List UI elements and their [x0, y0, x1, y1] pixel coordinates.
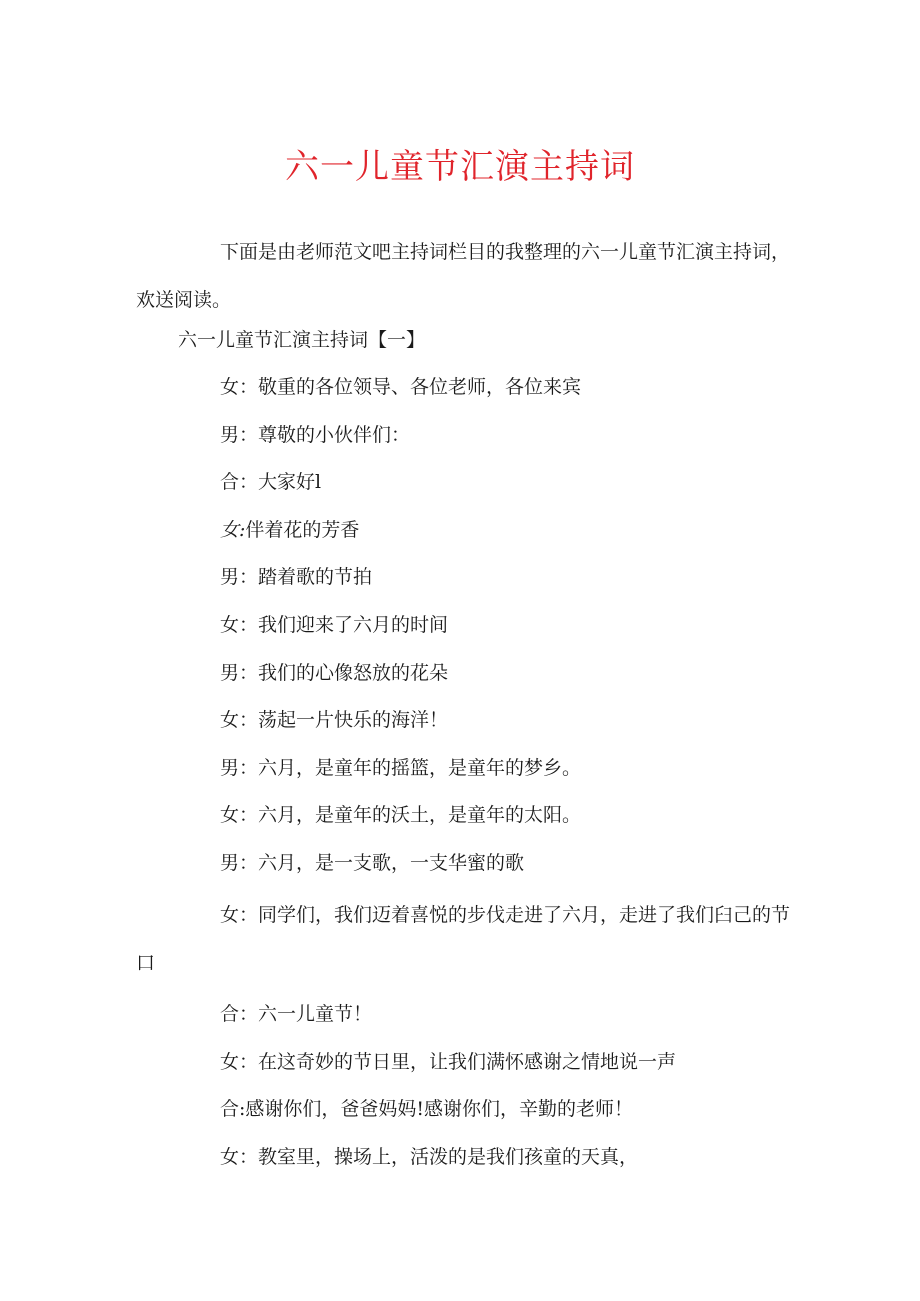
dialogue-text: 荡起一片快乐的海洋！	[258, 709, 449, 732]
dialogue-text: 教室里，操场上，活泼的是我们孩童的天真，	[258, 1145, 639, 1168]
speaker-label: 女：	[220, 903, 259, 926]
dialogue-text: 六月，是童年的摇篮，是童年的梦乡。	[258, 756, 582, 779]
dialogue-line	[136, 462, 796, 502]
dialogue-text: 踏着歌的节拍	[258, 566, 373, 589]
dialogue-line	[136, 748, 796, 788]
speaker-label: 女：	[220, 804, 259, 827]
speaker-label: 男：	[220, 661, 259, 684]
dialogue-line	[136, 1137, 796, 1177]
speaker-label: 女：	[220, 613, 259, 636]
dialogue-text: 六月，是童年的沃土，是童年的太阳。	[258, 804, 582, 827]
dialogue-line	[136, 1089, 796, 1129]
dialogue-text: 我们的心像怒放的花朵	[258, 661, 449, 684]
dialogue-text: 我们迎来了六月的时间	[258, 613, 449, 636]
dialogue-text: 大家好l	[258, 471, 322, 494]
intro-paragraph: 下面是由老师范文吧主持词栏目的我整理的六一儿童节汇演主持词，欢送阅读。	[136, 241, 791, 311]
dialogue-list	[136, 367, 796, 1185]
speaker-label: 女：	[220, 709, 259, 732]
speaker-label: 男：	[220, 566, 259, 589]
dialogue-text: 六月，是一支歌，一支华蜜的歌	[258, 851, 525, 874]
dialogue-line	[136, 1042, 796, 1082]
speaker-label: 男：	[220, 851, 259, 874]
dialogue-line	[136, 415, 796, 455]
dialogue-line	[136, 994, 796, 1034]
dialogue-text: 尊敬的小伙伴们：	[258, 423, 411, 446]
speaker-label: 女：	[220, 376, 259, 398]
speaker-label: 女：	[220, 1050, 259, 1073]
dialogue-line	[136, 367, 796, 407]
document-title: 六一儿童节汇演主持词	[285, 147, 635, 187]
dialogue-line	[136, 891, 796, 987]
speaker-label: 女：	[220, 1145, 259, 1168]
dialogue-line	[136, 557, 796, 597]
dialogue-line	[136, 653, 796, 693]
dialogue-line	[136, 700, 796, 740]
speaker-label: 合:	[220, 1098, 246, 1121]
dialogue-text: 六一儿童节！	[258, 1003, 373, 1026]
speaker-label: 男：	[220, 423, 259, 446]
speaker-label: 男：	[220, 756, 259, 779]
speaker-label: 女:	[220, 518, 246, 541]
dialogue-line	[136, 510, 796, 550]
section-heading: 六一儿童节汇演主持词【一】	[178, 329, 426, 351]
speaker-label: 合：	[220, 1003, 259, 1026]
dialogue-text: 在这奇妙的节日里，让我们满怀感谢之情地说一声	[258, 1050, 677, 1073]
dialogue-line	[136, 795, 796, 835]
dialogue-text: 感谢你们，爸爸妈妈!感谢你们，辛勤的老师！	[245, 1098, 634, 1121]
dialogue-text: 敬重的各位领导、各位老师，各位来宾	[258, 376, 582, 398]
dialogue-text: 同学们，我们迈着喜悦的步伐走进了六月，走进了我们臼己的节口	[136, 903, 791, 974]
dialogue-line	[136, 843, 796, 883]
dialogue-line	[136, 605, 796, 645]
dialogue-text: 伴着花的芳香	[245, 518, 360, 541]
speaker-label: 合：	[220, 471, 259, 494]
